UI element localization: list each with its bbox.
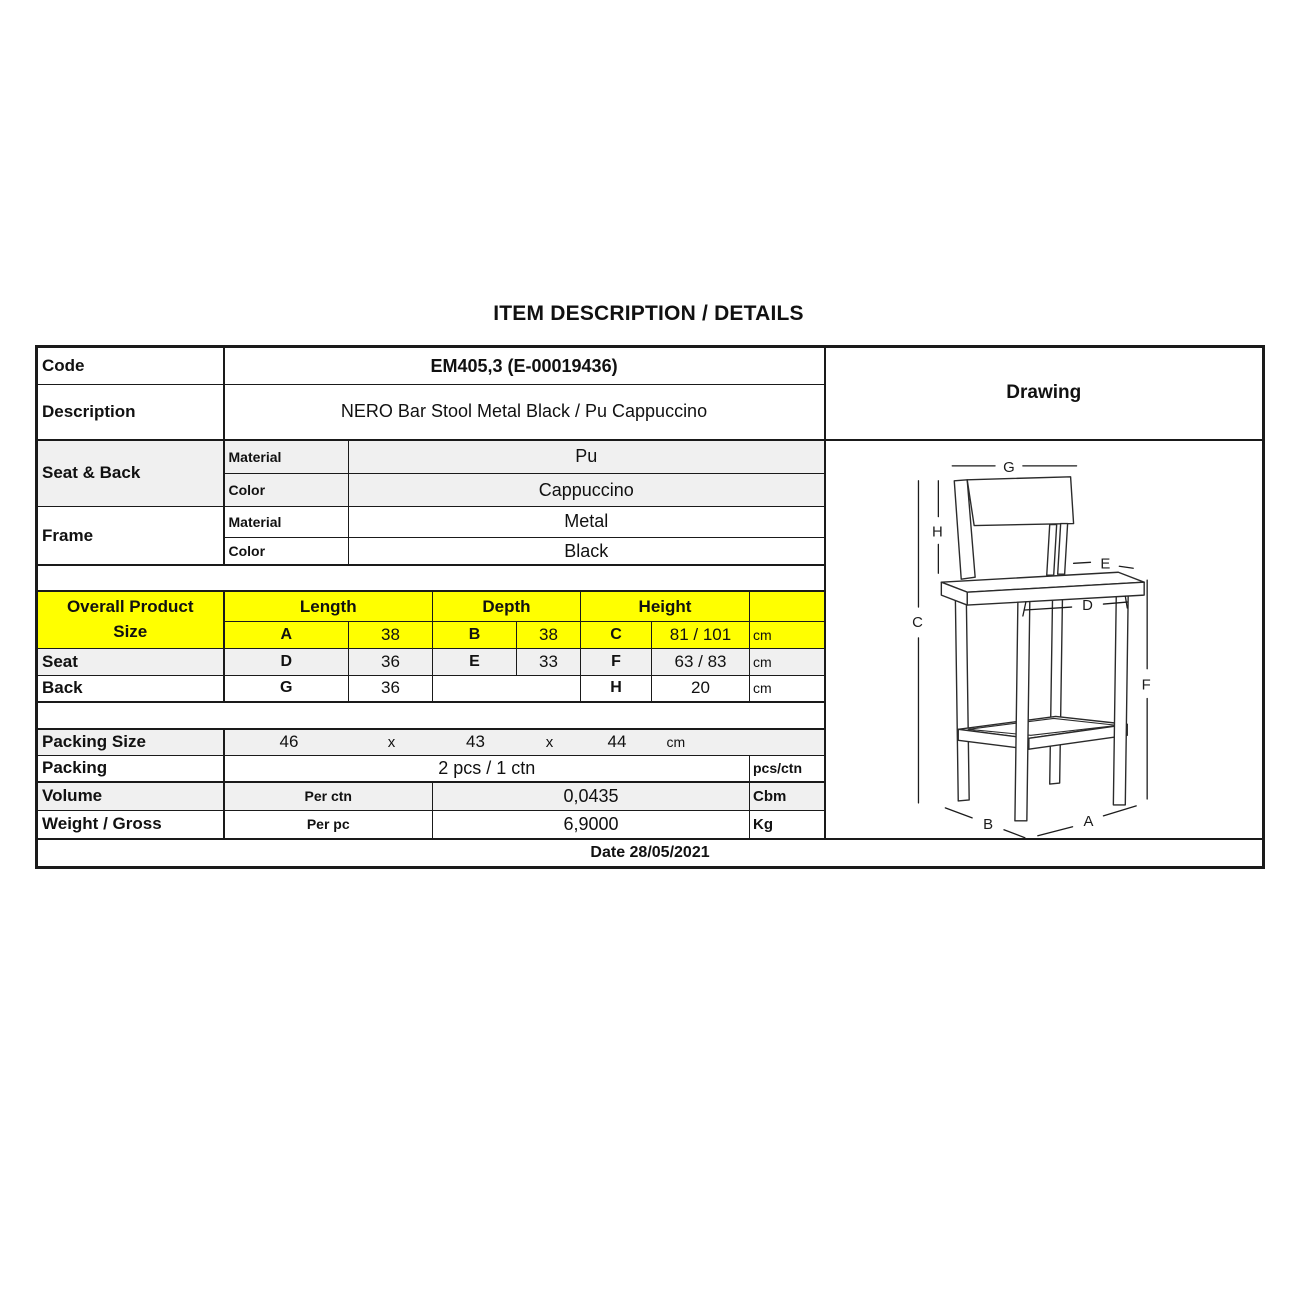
- overall-depth-key: B: [433, 621, 517, 648]
- overall-size-group-label: [37, 591, 224, 648]
- packing-size-sep2: x: [545, 733, 554, 751]
- dim-label-c: C: [911, 614, 923, 631]
- seat-depth-key: E: [433, 648, 517, 675]
- back-length-key: G: [224, 675, 349, 702]
- frame-material-label: Material: [224, 507, 349, 538]
- packing-size-sep1: x: [387, 733, 396, 751]
- packing-size-label: Packing Size: [37, 729, 224, 755]
- seat-unit: cm: [750, 648, 825, 675]
- stool-backrest: [954, 476, 1073, 578]
- packing-size-unit: cm: [666, 734, 686, 751]
- back-row-label: Back: [37, 675, 224, 702]
- back-depth-empty-cell: [433, 675, 581, 702]
- drawing-area: [825, 440, 1264, 840]
- date-row: Date 28/05/2021: [37, 839, 1264, 867]
- stool-back-legs: [955, 585, 1062, 801]
- packing-unit: pcs/ctn: [750, 755, 825, 782]
- spacer-row-1: [37, 565, 825, 591]
- overall-depth-value: 38: [517, 621, 581, 648]
- seat-depth-value: 33: [517, 648, 581, 675]
- packing-label: Packing: [37, 755, 224, 782]
- dim-label-h: H: [931, 523, 943, 540]
- seat-height-key: F: [581, 648, 652, 675]
- dim-label-b: B: [982, 816, 993, 833]
- back-length-value: 36: [349, 675, 433, 702]
- volume-unit: Cbm: [750, 782, 825, 810]
- back-unit: cm: [750, 675, 825, 702]
- depth-header: Depth: [433, 591, 581, 621]
- overall-size-line2: Size: [113, 622, 148, 642]
- overall-height-key: C: [581, 621, 652, 648]
- height-header: Height: [581, 591, 750, 621]
- dim-label-g: G: [1002, 459, 1015, 476]
- dim-label-a: A: [1083, 813, 1094, 830]
- weight-unit: Kg: [750, 810, 825, 839]
- back-height-value: 20: [652, 675, 750, 702]
- weight-value: 6,9000: [433, 810, 750, 839]
- stool-footrest: [958, 716, 1127, 749]
- weight-basis: Per pc: [224, 810, 433, 839]
- seat-back-color-value: Cappuccino: [349, 474, 825, 507]
- stool-front-legs: [1014, 589, 1127, 821]
- description-label: Description: [37, 385, 224, 440]
- packing-size-values: [224, 729, 825, 755]
- dim-label-d: D: [1081, 597, 1093, 614]
- size-header-empty-cell: [750, 591, 825, 621]
- volume-value: 0,0435: [433, 782, 750, 810]
- description-value: NERO Bar Stool Metal Black / Pu Cappuccino: [224, 385, 825, 440]
- frame-color-value: Black: [349, 537, 825, 565]
- page-title: ITEM DESCRIPTION / DETAILS: [493, 302, 804, 325]
- frame-color-label: Color: [224, 537, 349, 565]
- overall-size-line1: Overall Product: [66, 597, 194, 617]
- packing-size-dim2: 43: [466, 732, 485, 752]
- back-height-key: H: [581, 675, 652, 702]
- seat-back-material-value: Pu: [349, 440, 825, 474]
- overall-length-value: 38: [349, 621, 433, 648]
- drawing-panel-title: Drawing: [825, 347, 1264, 440]
- spacer-row-2: [37, 702, 825, 729]
- volume-basis: Per ctn: [224, 782, 433, 810]
- spec-table: [35, 345, 1265, 869]
- packing-size-dim1: 46: [279, 732, 299, 752]
- seat-height-value: 63 / 83: [652, 648, 750, 675]
- code-value: EM405,3 (E-00019436): [224, 347, 825, 385]
- overall-height-value: 81 / 101: [652, 621, 750, 648]
- packing-value: 2 pcs / 1 ctn: [224, 755, 750, 782]
- seat-back-color-label: Color: [224, 474, 349, 507]
- seat-length-value: 36: [349, 648, 433, 675]
- packing-size-dim3: 44: [607, 732, 627, 752]
- weight-label: Weight / Gross: [37, 810, 224, 839]
- length-header: Length: [224, 591, 433, 621]
- overall-length-key: A: [224, 621, 349, 648]
- stool-drawing: [826, 441, 1263, 839]
- seat-row-label: Seat: [37, 648, 224, 675]
- code-label: Code: [37, 347, 224, 385]
- seat-length-key: D: [224, 648, 349, 675]
- frame-group-label: Frame: [37, 507, 224, 566]
- dim-label-e: E: [1099, 555, 1110, 572]
- dim-label-f: F: [1141, 677, 1151, 694]
- volume-label: Volume: [37, 782, 224, 810]
- overall-unit: cm: [750, 621, 825, 648]
- frame-material-value: Metal: [349, 507, 825, 538]
- seat-back-material-label: Material: [224, 440, 349, 474]
- seat-back-group-label: Seat & Back: [37, 440, 224, 507]
